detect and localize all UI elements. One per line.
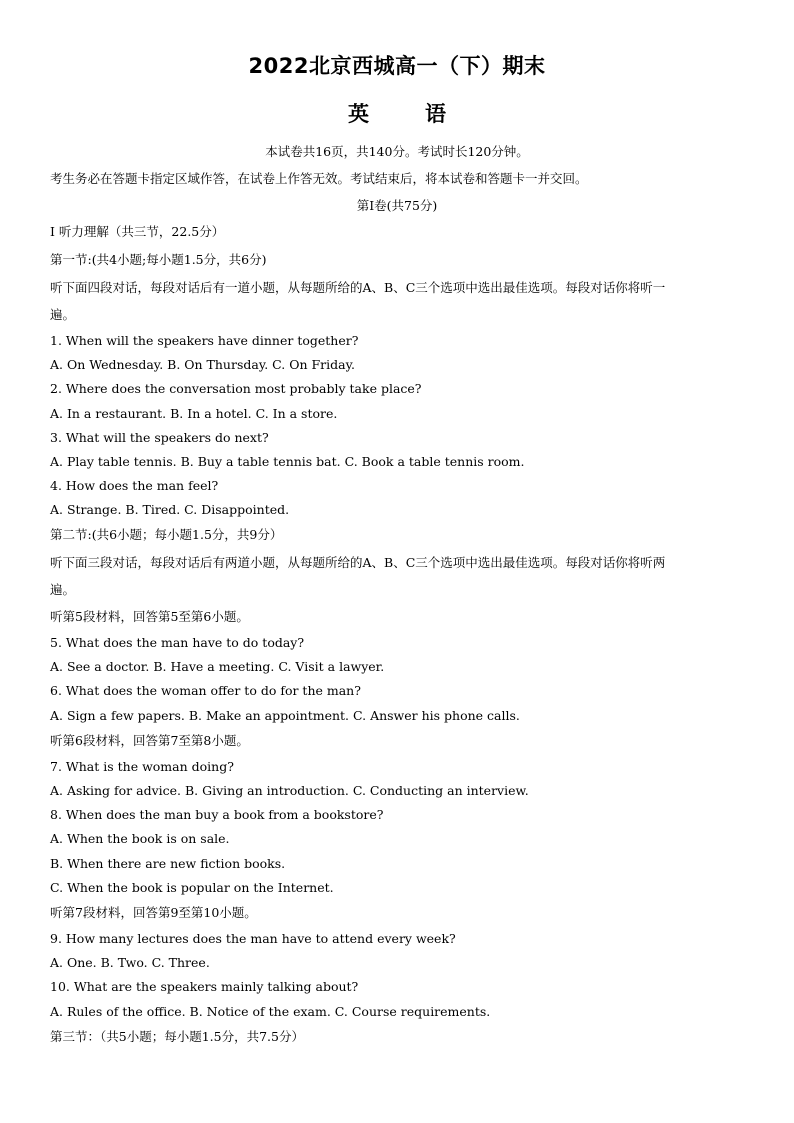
question-5: 5. What does the man have to do today?: [50, 635, 305, 650]
exam-notice: 考生务必在答题卡指定区域作答，在试卷上作答无效。考试结束后，将本试卷和答题卡一并交回。: [50, 171, 588, 186]
subject-char-2: 语: [425, 102, 446, 126]
question-8-option-a: A. When the book is on sale.: [50, 831, 230, 846]
question-3: 3. What will the speakers do next?: [50, 430, 269, 445]
volume-heading: 第I卷(共75分): [356, 198, 438, 213]
question-9-options: A. One. B. Two. C. Three.: [50, 955, 210, 970]
question-8: 8. When does the man buy a book from a bookstore?: [50, 807, 384, 822]
subject-char-1: 英: [348, 102, 369, 126]
question-2-options: A. In a restaurant. B. In a hotel. C. In a store.: [50, 406, 338, 421]
question-2: 2. Where does the conversation most probably take place?: [50, 381, 422, 396]
question-6-options: A. Sign a few papers. B. Make an appointment. C. Answer his phone calls.: [50, 708, 520, 723]
part1-instruction-line2: 遍。: [50, 307, 76, 322]
question-9: 9. How many lectures does the man have to attend every week?: [50, 931, 456, 946]
part3-heading: 第三节：（共5小题；每小题1.5分，共7.5分）: [50, 1029, 304, 1044]
question-1: 1. When will the speakers have dinner together?: [50, 333, 359, 348]
part2-instruction-line1: 听下面三段对话，每段对话后有两道小题，从每题所给的A、B、C三个选项中选出最佳选项。每段对话你将听两: [50, 555, 666, 570]
page-title: 2022北京西城高一（下）期末: [248, 54, 546, 78]
question-10: 10. What are the speakers mainly talking about?: [50, 979, 359, 994]
material-6-note: 听第6段材料，回答第7至第8小题。: [50, 733, 249, 748]
material-5-note: 听第5段材料，回答第5至第6小题。: [50, 609, 249, 624]
part2-instruction-line2: 遍。: [50, 582, 76, 597]
question-4-options: A. Strange. B. Tired. C. Disappointed.: [50, 502, 290, 517]
question-1-options: A. On Wednesday. B. On Thursday. C. On Friday.: [50, 357, 355, 372]
part1-instruction-line1: 听下面四段对话，每段对话后有一道小题，从每题所给的A、B、C三个选项中选出最佳选项。每段对话你将听一: [50, 280, 666, 295]
question-7-options: A. Asking for advice. B. Giving an introduction. C. Conducting an interview.: [50, 783, 529, 798]
question-4: 4. How does the man feel?: [50, 478, 219, 493]
material-7-note: 听第7段材料，回答第9至第10小题。: [50, 905, 257, 920]
question-5-options: A. See a doctor. B. Have a meeting. C. Visit a lawyer.: [50, 659, 385, 674]
part1-heading: 第一节:(共4小题;每小题1.5分，共6分): [50, 252, 267, 267]
subject-title: [0, 98, 794, 128]
exam-info: 本试卷共16页，共140分。考试时长120分钟。: [265, 144, 529, 159]
question-3-options: A. Play table tennis. B. Buy a table tennis bat. C. Book a table tennis room.: [50, 454, 525, 469]
listening-section-title: I 听力理解（共三节，22.5分）: [50, 224, 225, 239]
question-7: 7. What is the woman doing?: [50, 759, 234, 774]
question-8-option-b: B. When there are new fiction books.: [50, 856, 286, 871]
question-8-option-c: C. When the book is popular on the Internet.: [50, 880, 334, 895]
part2-heading: 第二节:(共6小题；每小题1.5分，共9分）: [50, 527, 283, 542]
question-6: 6. What does the woman offer to do for the man?: [50, 683, 361, 698]
question-10-options: A. Rules of the office. B. Notice of the exam. C. Course requirements.: [50, 1004, 491, 1019]
